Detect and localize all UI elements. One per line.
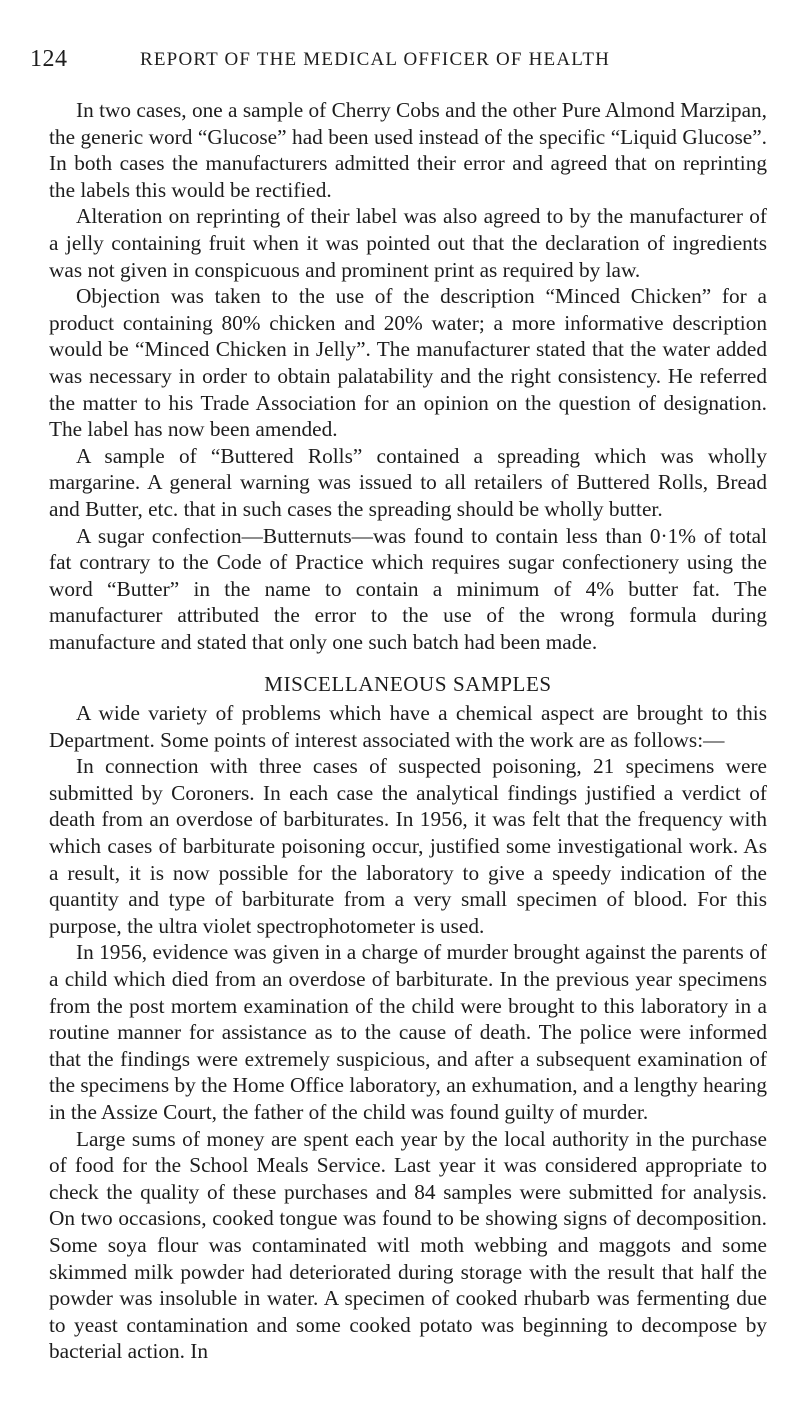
paragraph: In 1956, evidence was given in a charge of murder brought against the parents of a child which died from an overdose of barbiturate. In the previous year specimens from the post mortem examination of the child were brought to this laboratory in a routine manner for assistance as to the cause of death. The police were informed that the findings were extremely suspicious, and after a subsequent examination of the specimens by the Home Office laboratory, an exhumation, and a lengthy hearing in the Assize Court, the father of the child was found guilty of murder.: [49, 940, 767, 1124]
body-text: [49, 97, 767, 1365]
paragraph: Large sums of money are spent each year by the local authority in the purchase of food for the School Meals Service. Last year it was considered appropriate to check the quality of these purchases and 84 samples were submitted for analysis. On two occasions, cooked tongue was found to be showing signs of decomposition. Some soya flour was contaminated witl moth webbing and maggots and some skimmed milk powder had deteriorated during storage with the result that half the powder was insoluble in water. A specimen of cooked rhubarb was fermenting due to yeast contamination and some cooked potato was beginning to decompose by bacterial action. In: [49, 1126, 767, 1364]
running-title: REPORT OF THE MEDICAL OFFICER OF HEALTH: [140, 49, 611, 70]
paragraph: In two cases, one a sample of Cherry Cobs and the other Pure Almond Marzipan, the generic word “Glucose” had been used instead of the specific “Liquid Glucose”. In both cases the manufacturers admitted their error and agreed that on reprinting the labels this would be rectified.: [49, 98, 767, 202]
section-heading: MISCELLANEOUS SAMPLES: [264, 672, 552, 697]
paragraph: A sugar confection—Butternuts—was found to contain less than 0·1% of total fat contrary to the Code of Practice which requires sugar confectionery using the word “Butter” in the name to contain a minimum of 4% butter fat. The manufacturer attributed the error to the use of the wrong formula during manufacture and stated that only one such batch had been made.: [49, 523, 767, 654]
page-header: [30, 46, 760, 76]
paragraph: Objection was taken to the use of the description “Minced Chicken” for a product containing 80% chicken and 20% water; a more informative description would be “Minced Chicken in Jelly”. The manufacturer stated that the water added was necessary in order to obtain palatability and the right consistency. He referred the matter to his Trade Association for an opinion on the question of designation. The label has now been amended.: [49, 284, 767, 442]
paragraph: In connection with three cases of suspected poisoning, 21 specimens were submitted by Coroners. In each case the analytical findings justified a verdict of death from an overdose of barbiturates. In 1956, it was felt that the frequency with which cases of barbiturate poisoning occur, justified some investigational work. As a result, it is now possible for the laboratory to give a speedy indication of the quantity and type of barbiturate from a very small specimen of blood. For this purpose, the ultra violet spectrophotometer is used.: [49, 754, 767, 938]
paragraph: Alteration on reprinting of their label was also agreed to by the manufacturer of a jelly containing fruit when it was pointed out that the declaration of ingredients was not given in conspicuous and prominent print as required by law.: [49, 204, 767, 282]
page-number: 124: [30, 46, 68, 72]
paragraph: A wide variety of problems which have a chemical aspect are brought to this Department. Some points of interest associated with the work are as follows:—: [49, 701, 767, 752]
paragraph: A sample of “Buttered Rolls” contained a spreading which was wholly margarine. A general warning was issued to all retailers of Buttered Rolls, Bread and Butter, etc. that in such cases the spreading should be wholly butter.: [49, 443, 767, 521]
